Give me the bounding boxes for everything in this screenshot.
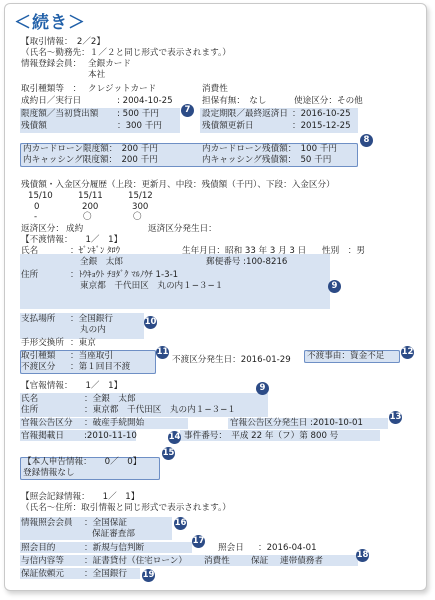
kanpo-header: 【官報情報： 1／ 1】 — [21, 381, 123, 391]
history-amount-1: 0 — [34, 202, 40, 212]
shokai-consumable: 消費性 — [204, 556, 230, 566]
shokai-content-value: ：証書貸付（住宅ローン） — [84, 556, 187, 566]
kanpo-category-value: ：破産手続開始 — [84, 418, 145, 428]
badge-7: 7 — [181, 104, 194, 117]
futo-name-label: 氏名 — [21, 246, 39, 256]
kanpo-name-label: 氏名 — [21, 394, 39, 404]
shokai-member-value: ：全国保証 — [84, 518, 127, 528]
shokai-note: （氏名～住所：取引情報と同じ形式で表示されます。） — [21, 503, 231, 513]
balance-value: ：300 千円 — [117, 121, 162, 131]
honnin-header: 【本人申告情報： 0／ 0】 — [23, 457, 142, 467]
badge-16: 16 — [174, 518, 187, 528]
futo-payplace-label: 支払場所 — [21, 314, 56, 324]
card-loan-limit: 内カードローン限度額： 200 千円 — [23, 144, 158, 154]
kanpo-publish-label: 官報掲載日 — [21, 431, 64, 441]
badge-13: 13 — [389, 412, 402, 422]
futo-birth: 生年月日：昭和 33 年 3 月 3 日 — [182, 246, 307, 256]
history-amount-2: 200 — [82, 202, 99, 212]
shokai-date-label: 照会日 — [218, 543, 244, 553]
collateral-value: 担保有無： なし — [202, 96, 267, 106]
futo-address-kanji: 東京都 千代田区 丸の内１−３−１ — [80, 281, 224, 291]
futo-address-label: 住所 — [21, 270, 39, 280]
member-label: 情報登録会員： — [21, 59, 82, 69]
badge-8: 8 — [360, 134, 373, 147]
repay-date-label: 返済区分発生日： — [148, 224, 217, 234]
cashing-balance: 内キャッシング残債額： 50 千円 — [202, 155, 332, 165]
torihiki-header: 【取引情報： 2／2】 — [21, 37, 105, 47]
futo-payplace-value: ：全国銀行 — [70, 314, 113, 324]
futo-address-kana: ：ﾄｳｷｮｳﾄ ﾁﾖﾀﾞｸ ﾏﾙﾉｳﾁ 1-3-1 — [70, 270, 179, 280]
page-title: ＜続き＞ — [14, 13, 86, 33]
futo-category-label: 不渡区分 — [21, 362, 56, 372]
kanpo-category-label: 官報公告区分 — [21, 418, 73, 428]
member-branch: 本社 — [88, 70, 106, 80]
shokai-guarantee: 保証 — [251, 556, 269, 566]
futo-category-date: 不渡区分発生日：2016-01-29 — [172, 355, 291, 365]
deadline-value: ：2016-10-25 — [292, 109, 351, 119]
badge-15: 15 — [162, 448, 175, 458]
repay-value: 成約 — [66, 224, 84, 234]
futo-exchange-label: 手形交換所 — [21, 338, 64, 348]
badge-10: 10 — [144, 317, 157, 327]
kanpo-name-value: ：全銀 太郎 — [84, 394, 136, 404]
deadline-label: 設定期限／最終返済日 — [202, 109, 288, 119]
shokai-joint: 連帯債務者 — [280, 556, 323, 566]
balance-date-label: 残債額更新日 — [202, 121, 254, 131]
badge-9: 9 — [328, 280, 341, 293]
badge-9b: 9 — [256, 382, 269, 395]
date-label: 成約日／実行日 — [21, 96, 82, 106]
badge-17: 17 — [192, 536, 205, 546]
futo-category-value: ：第１回目不渡 — [70, 362, 131, 372]
badge-11: 11 — [156, 347, 169, 357]
type-value: クレジットカード — [88, 84, 157, 94]
badge-14: 14 — [168, 432, 181, 442]
futo-postal: 郵便番号 :100-8216 — [206, 257, 288, 267]
history-month-2: 15/11 — [78, 191, 103, 201]
limit-label: 限度額／当初貸出額 — [21, 109, 99, 119]
honnin-value: 登録情報なし — [23, 468, 75, 478]
futo-payplace-branch: 丸の内 — [80, 325, 106, 335]
date-value: : 2004-10-25 — [117, 96, 173, 106]
card-loan-balance: 内カードローン残債額： 100 千円 — [202, 144, 337, 154]
badge-12: 12 — [401, 347, 414, 357]
futo-gender: 性別 ：男 — [322, 246, 365, 256]
torihiki-note: （氏名～勤務先：１／２と同じ形式で表示されます。） — [21, 48, 231, 58]
consumable-label: 消費性 — [202, 84, 228, 94]
futo-reason: 不渡事由：資金不足 — [307, 351, 385, 361]
history-mark-3: 〇 — [133, 212, 142, 222]
history-mark-2: 〇 — [83, 212, 92, 222]
badge-18: 18 — [356, 550, 369, 560]
limit-value: : 500 千円 — [117, 109, 159, 119]
usage-value: 使途区分：その他 — [294, 96, 363, 106]
shokai-client-label: 保証依頼元 — [21, 569, 64, 579]
shokai-member-label: 情報照会会員 — [21, 518, 73, 528]
kanpo-address-value: ：東京都 千代田区 丸の内１−３−１ — [84, 405, 236, 415]
futo-exchange-value: ：東京 — [70, 338, 96, 348]
repay-label: 返済区分： — [21, 224, 64, 234]
futo-kanji-name: 全銀 太郎 — [80, 257, 123, 267]
shokai-header: 【照会記録情報： 1／ 1】 — [21, 492, 140, 502]
shokai-purpose-label: 照会目的 — [21, 543, 56, 553]
kanpo-address-label: 住所 — [21, 405, 39, 415]
shokai-content-label: 与信内容等 — [21, 556, 64, 566]
history-header: 残債額・入金区分履歴（上段：更新月、中段：残債額（千円）、下段：入金区分） — [21, 180, 335, 190]
kanpo-publish-value: :2010-11-10 — [84, 431, 137, 441]
shokai-client-value: ：全国銀行 — [84, 569, 127, 579]
shokai-date-value: ：2016-04-01 — [258, 543, 317, 553]
kanpo-category-date: 官報公告区分発生日 :2010-10-01 — [230, 418, 363, 428]
futo-trade-type-value: ：当座取引 — [70, 351, 113, 361]
history-amount-3: 300 — [132, 202, 149, 212]
futo-name-value: ：ｾﾞﾝｷﾞﾝ ﾀﾛｳ — [70, 246, 120, 256]
history-month-3: 15/12 — [128, 191, 153, 201]
shokai-member-dept: 保証審査部 — [92, 529, 135, 539]
futo-header: 【不渡情報： 1／ 1】 — [21, 235, 123, 245]
type-label: 取引種類等 ： — [21, 84, 82, 94]
kanpo-case-no: 事件番号： 平成 22 年（フ）第 800 号 — [184, 431, 339, 441]
balance-date-value: ：2015-12-25 — [292, 121, 351, 131]
futo-trade-type-label: 取引種類 — [21, 351, 56, 361]
history-month-1: 15/10 — [28, 191, 53, 201]
history-mark-1: - — [34, 212, 38, 222]
member-name: 全銀カード — [88, 59, 131, 69]
shokai-purpose-value: ：新規与信判断 — [84, 543, 145, 553]
badge-19: 19 — [142, 570, 155, 580]
balance-label: 残債額 — [21, 121, 47, 131]
cashing-limit: 内キャッシング限度額： 200 千円 — [23, 155, 158, 165]
